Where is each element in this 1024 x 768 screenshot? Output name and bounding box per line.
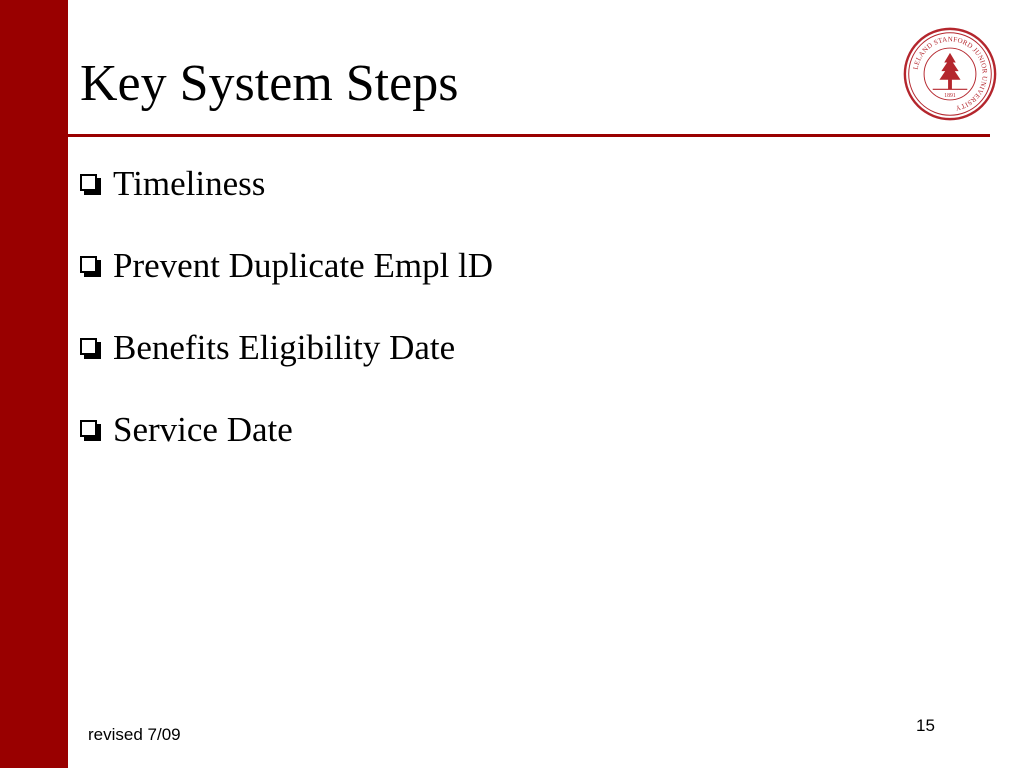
title-divider xyxy=(68,134,990,137)
bullet-item xyxy=(80,160,493,208)
bullet-text: Service Date xyxy=(113,410,293,449)
bullet-item xyxy=(80,406,493,454)
bullet-text: Benefits Eligibility Date xyxy=(113,328,456,367)
checkbox-icon xyxy=(80,174,102,196)
left-accent-bar xyxy=(0,0,68,768)
slide-title: Key System Steps xyxy=(80,55,459,112)
checkbox-icon xyxy=(80,256,102,278)
university-seal-icon xyxy=(902,26,998,122)
bullet-item xyxy=(80,324,493,372)
footer-revision-text: revised 7/09 xyxy=(88,725,181,744)
checkbox-icon xyxy=(80,420,102,442)
seal-year: 1891 xyxy=(944,93,956,100)
bullet-text: Prevent Duplicate Empl lD xyxy=(113,246,494,285)
svg-text:LELAND STANFORD JUNIOR UNIVERS: LELAND STANFORD JUNIOR UNIVERSITY xyxy=(912,36,988,112)
bullet-list xyxy=(80,160,493,488)
bullet-item xyxy=(80,242,493,290)
page-number: 15 xyxy=(916,716,935,735)
checkbox-icon xyxy=(80,338,102,360)
bullet-text: Timeliness xyxy=(113,164,266,203)
